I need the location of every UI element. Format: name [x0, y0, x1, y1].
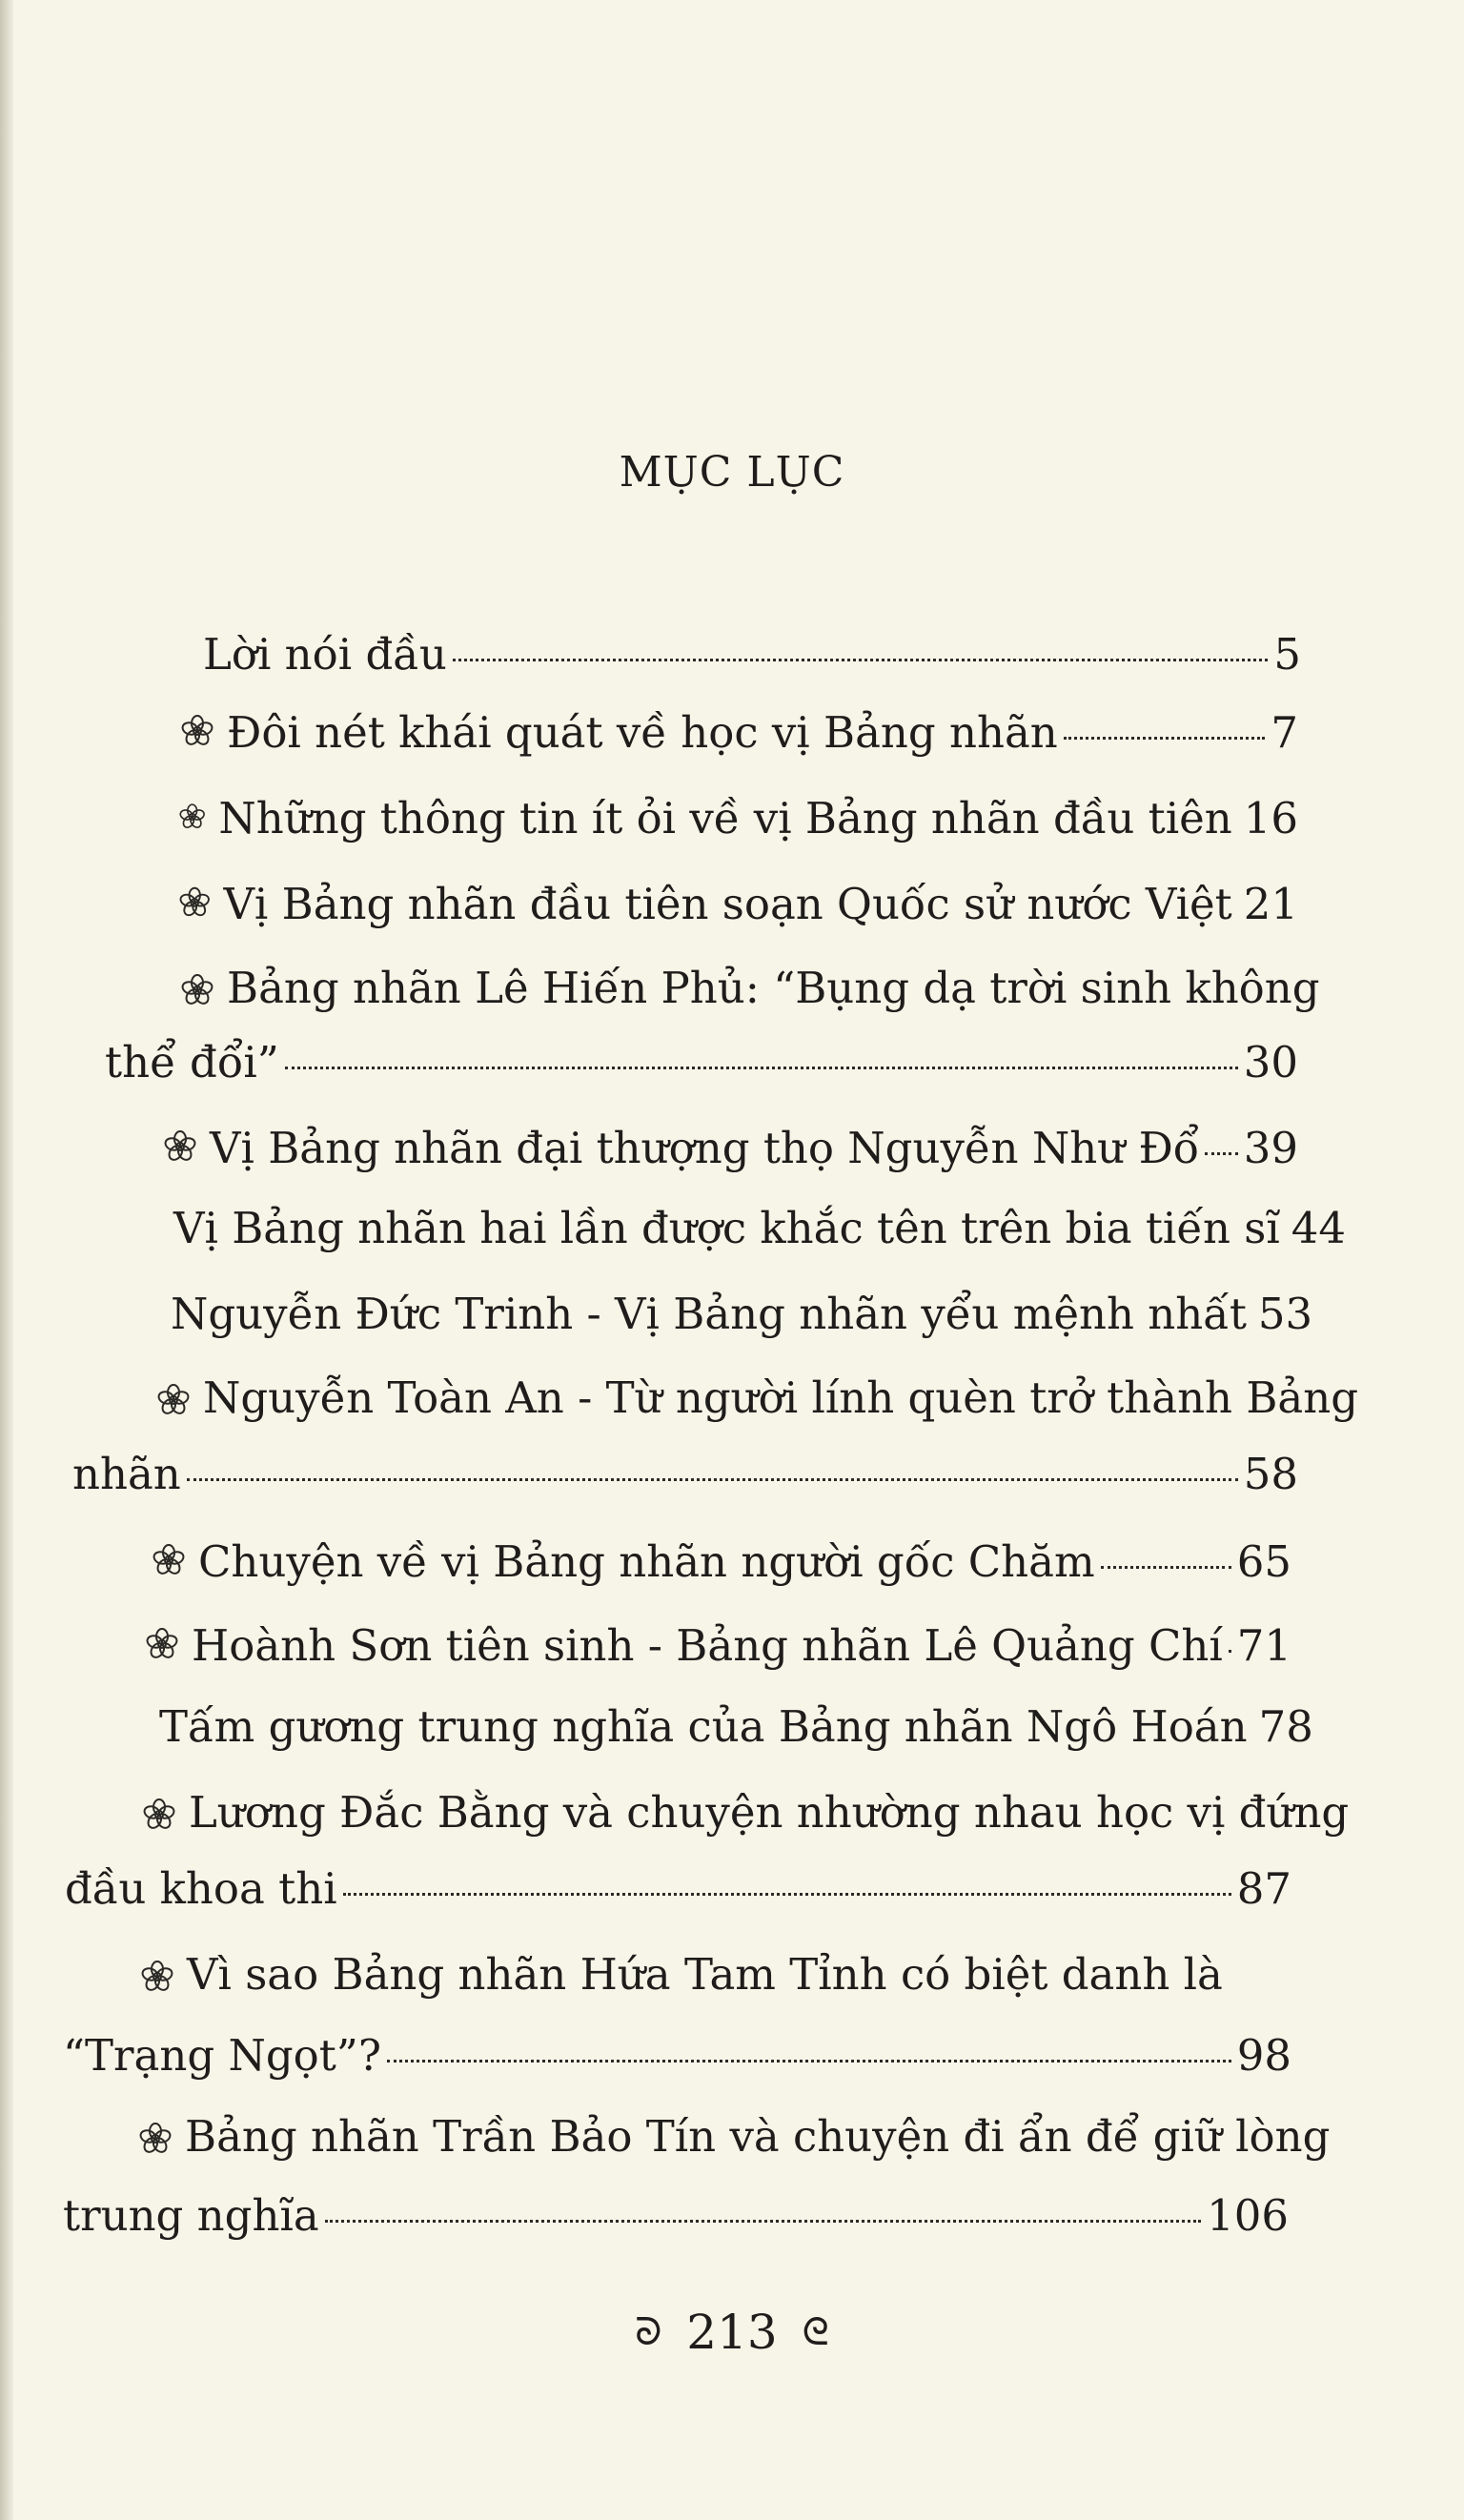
dot-leader: [1205, 1152, 1237, 1155]
flower-bullet-icon: [143, 1799, 175, 1831]
dot-leader: [1064, 737, 1266, 740]
toc-page-number: 5: [1273, 629, 1301, 680]
toc-entry-title-line1: [139, 2111, 1330, 2162]
toc-entry-title-text: Lương Đắc Bằng và chuyện nhường nhau học vị đứng: [189, 1787, 1350, 1838]
dot-leader: [387, 2060, 1231, 2063]
toc-entry-title-line2: trung nghĩa: [63, 2190, 319, 2241]
dot-leader: [187, 1478, 1238, 1481]
toc-entry[interactable]: [146, 1701, 1313, 1752]
toc-entry[interactable]: [157, 1372, 1359, 1423]
flower-bullet-icon: [179, 801, 205, 833]
toc-entry[interactable]: [164, 1123, 1298, 1173]
toc-page-number: 21: [1243, 879, 1298, 929]
dot-leader: [1101, 1566, 1231, 1569]
dot-leader: [343, 1893, 1231, 1896]
toc-entry-title-text: Nguyễn Toàn An - Từ người lính quèn trở thành Bảng: [203, 1372, 1359, 1423]
toc-page-number: 44: [1291, 1203, 1347, 1253]
page-footer: [0, 2305, 1464, 2360]
toc-entry-title-line2: nhãn: [72, 1449, 181, 1499]
toc-page-number: 39: [1243, 1123, 1298, 1173]
toc-page-number: 98: [1236, 2030, 1291, 2081]
dot-leader: [285, 1067, 1238, 1069]
toc-entry[interactable]: [179, 879, 1298, 929]
left-ornament-icon: ᘐ: [635, 2310, 662, 2354]
toc-page-number: 106: [1207, 2190, 1289, 2241]
toc-entry-title-line2: đầu khoa thi: [65, 1863, 337, 1914]
flower-bullet-icon: [164, 1130, 196, 1163]
toc-entry[interactable]: [181, 963, 1320, 1013]
toc-entry-title: Hoành Sơn tiên sinh - Bảng nhãn Lê Quảng Chí: [192, 1620, 1223, 1671]
toc-entry-title-line1: [143, 1787, 1349, 1838]
toc-page-number: 58: [1243, 1449, 1298, 1499]
flower-bullet-icon: [157, 1384, 190, 1416]
toc-entry[interactable]: [181, 707, 1298, 758]
toc-entry-continuation[interactable]: [63, 2190, 1289, 2241]
toc-page-number: 78: [1258, 1701, 1313, 1752]
toc-entry[interactable]: [157, 1289, 1313, 1339]
toc-entry-title-line1: [157, 1372, 1358, 1423]
toc-entry-title-line1: [141, 1949, 1223, 2000]
flower-bullet-icon: [146, 1628, 178, 1660]
toc-page-number: 16: [1243, 793, 1298, 843]
toc-entry-title: Tấm gương trung nghĩa của Bảng nhãn Ngô Hoán: [159, 1701, 1248, 1752]
toc-entry[interactable]: [179, 793, 1298, 843]
toc-page-number: 87: [1236, 1863, 1291, 1914]
page-title: MỤC LỤC: [619, 448, 845, 497]
flower-bullet-icon: [179, 886, 210, 919]
toc-entry-continuation[interactable]: [63, 2030, 1291, 2081]
flower-bullet-icon: [181, 974, 214, 1006]
dot-leader: [453, 659, 1269, 661]
toc-entry-title: Vị Bảng nhãn hai lần được khắc tên trên bia tiến sĩ: [173, 1203, 1280, 1253]
toc-entry[interactable]: [141, 1949, 1291, 2000]
toc-entry-title-line1: [181, 963, 1320, 1013]
toc-entry-title-text: Vì sao Bảng nhãn Hứa Tam Tỉnh có biệt danh là: [187, 1949, 1223, 2000]
toc-entry-title: Vị Bảng nhãn đại thượng thọ Nguyễn Như Đổ: [210, 1123, 1200, 1173]
toc-entry-continuation[interactable]: [72, 1449, 1298, 1499]
toc-page-number: 30: [1243, 1037, 1298, 1087]
toc-entry-title-text: Bảng nhãn Trần Bảo Tín và chuyện đi ẩn để giữ lòng: [185, 2111, 1331, 2162]
dot-leader: [1229, 1650, 1231, 1653]
toc-page-number: 53: [1257, 1289, 1313, 1339]
right-ornament-icon: ᘓ: [802, 2310, 829, 2354]
toc-page-number: 65: [1236, 1536, 1291, 1587]
toc-entry-title: Đôi nét khái quát về học vị Bảng nhãn: [227, 707, 1058, 758]
toc-entry-title: Chuyện về vị Bảng nhãn người gốc Chăm: [198, 1536, 1095, 1587]
toc-entry[interactable]: [152, 1536, 1291, 1587]
toc-page-number: 7: [1271, 707, 1298, 758]
flower-bullet-icon: [181, 715, 214, 747]
toc-entry-continuation[interactable]: [65, 1863, 1291, 1914]
toc-entry[interactable]: [203, 629, 1301, 680]
toc-entry[interactable]: [143, 1787, 1350, 1838]
flower-bullet-icon: [141, 1961, 173, 1993]
toc-entry-title-text: Bảng nhãn Lê Hiến Phủ: “Bụng dạ trời sinh không: [227, 963, 1320, 1013]
flower-bullet-icon: [152, 1544, 185, 1576]
toc-entry[interactable]: [146, 1620, 1291, 1671]
toc-entry[interactable]: [139, 2111, 1331, 2162]
dot-leader: [325, 2220, 1201, 2223]
flower-bullet-icon: [139, 2123, 172, 2155]
page-number: 213: [686, 2305, 778, 2360]
toc-entry-title: Những thông tin ít ỏi về vị Bảng nhãn đầu tiên: [218, 793, 1232, 843]
toc-entry-title: Nguyễn Đức Trinh - Vị Bảng nhãn yểu mệnh nhất: [171, 1289, 1247, 1339]
toc-entry-title-line2: “Trạng Ngọt”?: [63, 2030, 381, 2081]
toc-entry-title: Lời nói đầu: [203, 629, 447, 680]
toc-entry-title: Vị Bảng nhãn đầu tiên soạn Quốc sử nước Việt: [223, 879, 1232, 929]
toc-page-number: 71: [1236, 1620, 1291, 1671]
toc-entry[interactable]: [160, 1203, 1347, 1253]
toc-entry-continuation[interactable]: [105, 1037, 1298, 1087]
toc-entry-title-line2: thể đổi”: [105, 1037, 279, 1087]
